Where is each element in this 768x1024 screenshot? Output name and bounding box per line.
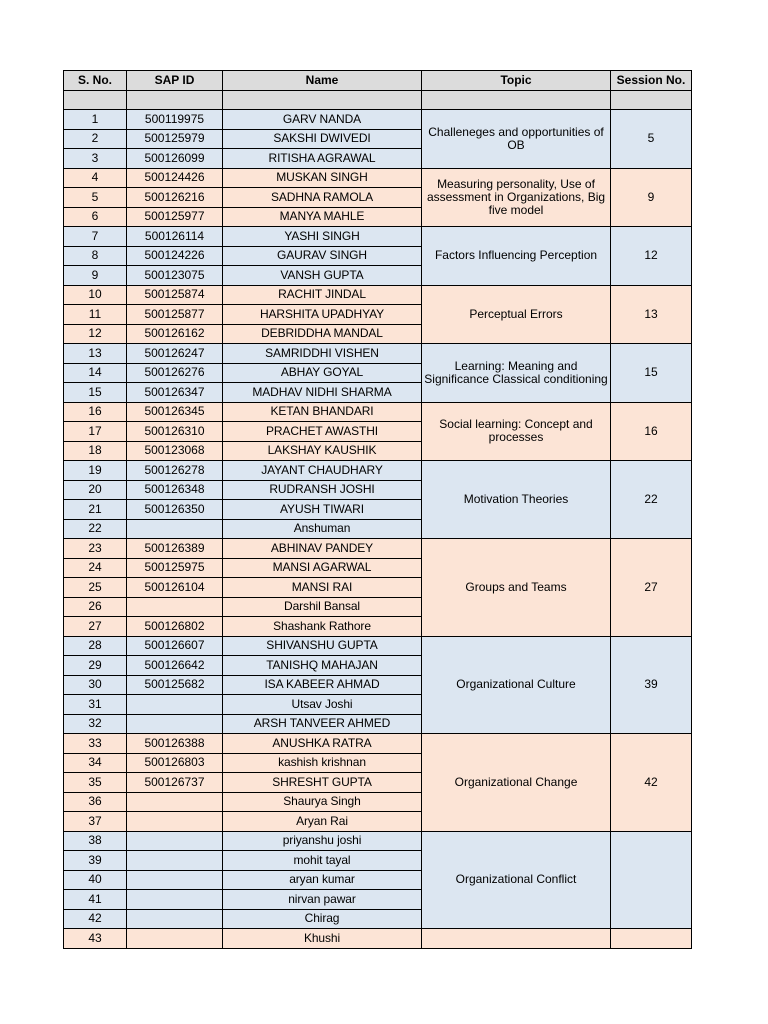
name-cell: aryan kumar — [223, 870, 422, 890]
serial-number-cell: 40 — [64, 870, 127, 890]
name-cell: ABHINAV PANDEY — [223, 539, 422, 559]
session-number-cell: 9 — [611, 168, 692, 227]
blank-row — [64, 91, 692, 110]
serial-number-cell: 12 — [64, 324, 127, 344]
session-allocation-table — [63, 70, 692, 949]
sap-id-cell: 500126104 — [127, 578, 223, 598]
name-cell: Khushi — [223, 929, 422, 949]
serial-number-cell: 17 — [64, 422, 127, 442]
serial-number-cell: 6 — [64, 207, 127, 227]
table-row — [64, 831, 692, 851]
serial-number-cell: 33 — [64, 734, 127, 754]
serial-number-cell: 8 — [64, 246, 127, 266]
serial-number-cell: 2 — [64, 129, 127, 149]
name-cell: RACHIT JINDAL — [223, 285, 422, 305]
sap-id-cell — [127, 792, 223, 812]
sap-id-cell: 500126348 — [127, 480, 223, 500]
topic-cell: Organizational Conflict — [422, 831, 611, 929]
topic-cell: Organizational Culture — [422, 636, 611, 734]
table-row — [64, 539, 692, 559]
sap-id-cell: 500123068 — [127, 441, 223, 461]
serial-number-cell: 31 — [64, 695, 127, 715]
sap-id-cell: 500125979 — [127, 129, 223, 149]
serial-number-cell: 21 — [64, 500, 127, 520]
sap-id-cell: 500124426 — [127, 168, 223, 188]
serial-number-cell: 16 — [64, 402, 127, 422]
table-row — [64, 402, 692, 422]
serial-number-cell: 35 — [64, 773, 127, 793]
name-cell: ISA KABEER AHMAD — [223, 675, 422, 695]
serial-number-cell: 22 — [64, 519, 127, 539]
serial-number-cell: 41 — [64, 890, 127, 910]
topic-cell: Challeneges and opportunities of OB — [422, 110, 611, 169]
name-cell: PRACHET AWASTHI — [223, 422, 422, 442]
sap-id-cell: 500126247 — [127, 344, 223, 364]
name-cell: SHRESHT GUPTA — [223, 773, 422, 793]
blank-cell — [64, 91, 127, 110]
session-number-cell: 16 — [611, 402, 692, 461]
topic-cell: Measuring personality, Use of assessment in Organizations, Big five model — [422, 168, 611, 227]
serial-number-cell: 29 — [64, 656, 127, 676]
header-name: Name — [223, 71, 422, 91]
name-cell: TANISHQ MAHAJAN — [223, 656, 422, 676]
sap-id-cell: 500126216 — [127, 188, 223, 208]
name-cell: GAURAV SINGH — [223, 246, 422, 266]
topic-cell — [422, 929, 611, 949]
name-cell: VANSH GUPTA — [223, 266, 422, 286]
topic-cell: Organizational Change — [422, 734, 611, 832]
session-number-cell: 5 — [611, 110, 692, 169]
sap-id-cell: 500125874 — [127, 285, 223, 305]
table-row — [64, 285, 692, 305]
serial-number-cell: 36 — [64, 792, 127, 812]
topic-cell: Motivation Theories — [422, 461, 611, 539]
sap-id-cell — [127, 909, 223, 929]
serial-number-cell: 26 — [64, 597, 127, 617]
sap-id-cell: 500126310 — [127, 422, 223, 442]
sap-id-cell: 500126347 — [127, 383, 223, 403]
serial-number-cell: 43 — [64, 929, 127, 949]
serial-number-cell: 39 — [64, 851, 127, 871]
name-cell: YASHI SINGH — [223, 227, 422, 247]
serial-number-cell: 23 — [64, 539, 127, 559]
sap-id-cell — [127, 851, 223, 871]
sap-id-cell — [127, 929, 223, 949]
sap-id-cell: 500126737 — [127, 773, 223, 793]
sap-id-cell: 500125977 — [127, 207, 223, 227]
serial-number-cell: 15 — [64, 383, 127, 403]
serial-number-cell: 1 — [64, 110, 127, 130]
serial-number-cell: 19 — [64, 461, 127, 481]
sap-id-cell: 500126099 — [127, 149, 223, 169]
serial-number-cell: 4 — [64, 168, 127, 188]
name-cell: SADHNA RAMOLA — [223, 188, 422, 208]
name-cell: Darshil Bansal — [223, 597, 422, 617]
sap-id-cell: 500126642 — [127, 656, 223, 676]
sap-id-cell — [127, 597, 223, 617]
sap-id-cell: 500126803 — [127, 753, 223, 773]
sap-id-cell: 500125682 — [127, 675, 223, 695]
sap-id-cell — [127, 812, 223, 832]
header-row — [64, 71, 692, 91]
session-number-cell — [611, 929, 692, 949]
name-cell: MANSI AGARWAL — [223, 558, 422, 578]
serial-number-cell: 32 — [64, 714, 127, 734]
name-cell: Shashank Rathore — [223, 617, 422, 637]
sap-id-cell: 500125975 — [127, 558, 223, 578]
name-cell: GARV NANDA — [223, 110, 422, 130]
sap-id-cell — [127, 831, 223, 851]
table-row — [64, 227, 692, 247]
session-number-cell: 22 — [611, 461, 692, 539]
name-cell: KETAN BHANDARI — [223, 402, 422, 422]
sap-id-cell: 500126114 — [127, 227, 223, 247]
table-row — [64, 168, 692, 188]
serial-number-cell: 18 — [64, 441, 127, 461]
session-number-cell: 27 — [611, 539, 692, 637]
name-cell: MANYA MAHLE — [223, 207, 422, 227]
session-number-cell: 15 — [611, 344, 692, 403]
name-cell: SAKSHI DWIVEDI — [223, 129, 422, 149]
name-cell: HARSHITA UPADHYAY — [223, 305, 422, 325]
name-cell: Chirag — [223, 909, 422, 929]
sap-id-cell: 500125877 — [127, 305, 223, 325]
serial-number-cell: 5 — [64, 188, 127, 208]
header-sap-id: SAP ID — [127, 71, 223, 91]
name-cell: ANUSHKA RATRA — [223, 734, 422, 754]
sap-id-cell: 500126607 — [127, 636, 223, 656]
name-cell: SAMRIDDHI VISHEN — [223, 344, 422, 364]
topic-cell: Groups and Teams — [422, 539, 611, 637]
sap-id-cell: 500123075 — [127, 266, 223, 286]
serial-number-cell: 27 — [64, 617, 127, 637]
name-cell: DEBRIDDHA MANDAL — [223, 324, 422, 344]
sap-id-cell — [127, 870, 223, 890]
header-serial-number: S. No. — [64, 71, 127, 91]
sap-id-cell: 500126350 — [127, 500, 223, 520]
serial-number-cell: 42 — [64, 909, 127, 929]
topic-cell: Factors Influencing Perception — [422, 227, 611, 286]
table-row — [64, 461, 692, 481]
session-number-cell — [611, 831, 692, 929]
sap-id-cell: 500119975 — [127, 110, 223, 130]
table-row — [64, 929, 692, 949]
serial-number-cell: 20 — [64, 480, 127, 500]
serial-number-cell: 37 — [64, 812, 127, 832]
session-number-cell: 12 — [611, 227, 692, 286]
topic-cell: Social learning: Concept and processes — [422, 402, 611, 461]
topic-cell: Learning: Meaning and Significance Classical conditioning — [422, 344, 611, 403]
name-cell: ABHAY GOYAL — [223, 363, 422, 383]
name-cell: JAYANT CHAUDHARY — [223, 461, 422, 481]
serial-number-cell: 38 — [64, 831, 127, 851]
table-body — [64, 91, 692, 949]
name-cell: Utsav Joshi — [223, 695, 422, 715]
name-cell: Aryan Rai — [223, 812, 422, 832]
name-cell: priyanshu joshi — [223, 831, 422, 851]
serial-number-cell: 14 — [64, 363, 127, 383]
blank-cell — [422, 91, 611, 110]
header-session-number: Session No. — [611, 71, 692, 91]
name-cell: ARSH TANVEER AHMED — [223, 714, 422, 734]
blank-cell — [127, 91, 223, 110]
name-cell: MADHAV NIDHI SHARMA — [223, 383, 422, 403]
sap-id-cell: 500126802 — [127, 617, 223, 637]
name-cell: Shaurya Singh — [223, 792, 422, 812]
serial-number-cell: 7 — [64, 227, 127, 247]
sap-id-cell — [127, 519, 223, 539]
serial-number-cell: 13 — [64, 344, 127, 364]
serial-number-cell: 25 — [64, 578, 127, 598]
header-topic: Topic — [422, 71, 611, 91]
sap-id-cell: 500126278 — [127, 461, 223, 481]
serial-number-cell: 34 — [64, 753, 127, 773]
name-cell: RITISHA AGRAWAL — [223, 149, 422, 169]
name-cell: Anshuman — [223, 519, 422, 539]
serial-number-cell: 28 — [64, 636, 127, 656]
session-number-cell: 42 — [611, 734, 692, 832]
name-cell: LAKSHAY KAUSHIK — [223, 441, 422, 461]
serial-number-cell: 24 — [64, 558, 127, 578]
serial-number-cell: 11 — [64, 305, 127, 325]
sap-id-cell: 500126162 — [127, 324, 223, 344]
blank-cell — [611, 91, 692, 110]
blank-cell — [223, 91, 422, 110]
sap-id-cell: 500126345 — [127, 402, 223, 422]
sap-id-cell — [127, 695, 223, 715]
name-cell: AYUSH TIWARI — [223, 500, 422, 520]
sap-id-cell: 500126389 — [127, 539, 223, 559]
name-cell: nirvan pawar — [223, 890, 422, 910]
serial-number-cell: 3 — [64, 149, 127, 169]
serial-number-cell: 9 — [64, 266, 127, 286]
name-cell: RUDRANSH JOSHI — [223, 480, 422, 500]
session-number-cell: 39 — [611, 636, 692, 734]
session-number-cell: 13 — [611, 285, 692, 344]
sap-id-cell — [127, 890, 223, 910]
sap-id-cell — [127, 714, 223, 734]
name-cell: mohit tayal — [223, 851, 422, 871]
table-row — [64, 110, 692, 130]
topic-cell: Perceptual Errors — [422, 285, 611, 344]
sap-id-cell: 500126276 — [127, 363, 223, 383]
name-cell: MANSI RAI — [223, 578, 422, 598]
name-cell: SHIVANSHU GUPTA — [223, 636, 422, 656]
table-row — [64, 344, 692, 364]
table-row — [64, 734, 692, 754]
name-cell: MUSKAN SINGH — [223, 168, 422, 188]
sap-id-cell: 500126388 — [127, 734, 223, 754]
name-cell: kashish krishnan — [223, 753, 422, 773]
sap-id-cell: 500124226 — [127, 246, 223, 266]
serial-number-cell: 30 — [64, 675, 127, 695]
serial-number-cell: 10 — [64, 285, 127, 305]
table-row — [64, 636, 692, 656]
